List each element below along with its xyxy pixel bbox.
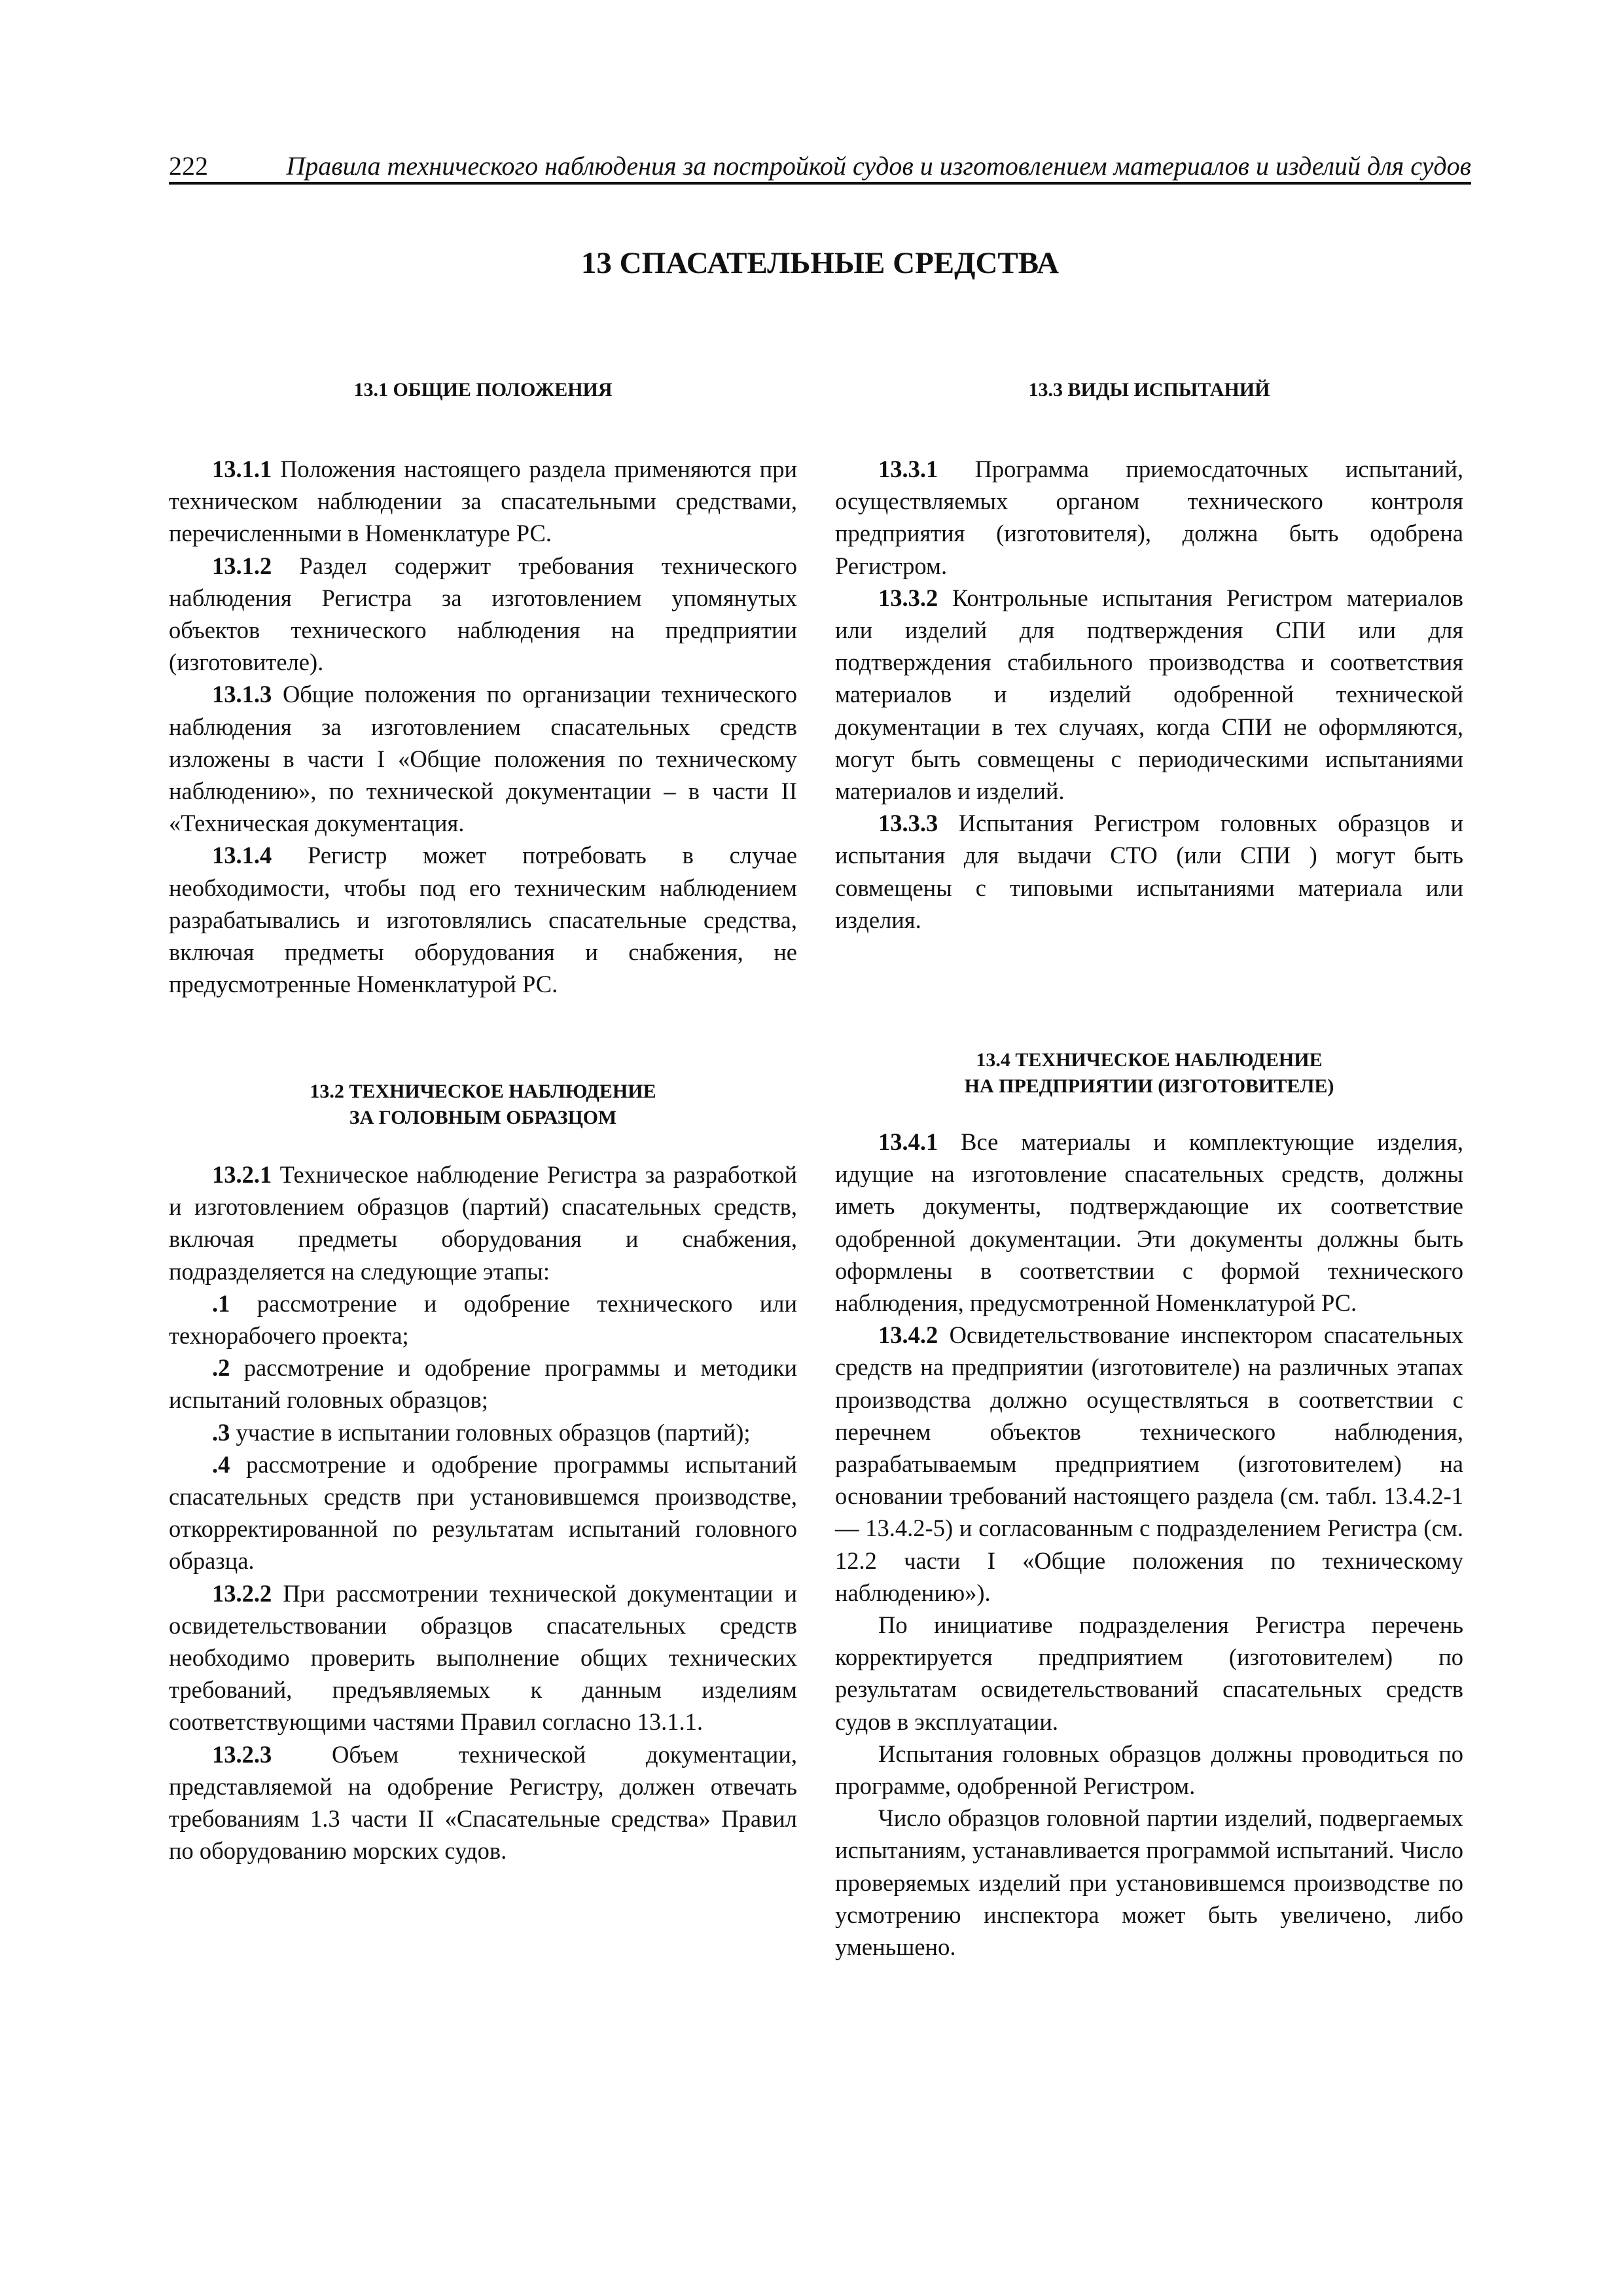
running-title: Правила технического наблюдения за постройкой судов и изготовлением материалов и изделий для судов xyxy=(286,151,1471,181)
paragraph xyxy=(835,1319,1463,1609)
paragraph-text: По инициативе подразделения Регистра перечень корректируется предприятием (изготовителем) по результатам освидетельствований спасательных средств судов в эксплуатации. xyxy=(835,1611,1463,1735)
paragraph-text: Регистр может потребовать в случае необходимости, чтобы под его техническим наблюдением разрабатывались и изготовлялись спасательные средства, включая предметы оборудования и снабжения, не предусмотренные Номенклатурой РС. xyxy=(169,842,797,998)
paragraph-text: Испытания Регистром головных образцов и испытания для выдачи СТО (или СПИ ) могут быть совмещены с типовыми испытаниями материала или изделия. xyxy=(835,810,1463,933)
list-item-text: рассмотрение и одобрение программы и методики испытаний головных образцов; xyxy=(169,1354,797,1414)
paragraph-text: Положения настоящего раздела применяются при техническом наблюдении за спасательными средствами, перечисленными в Номенклатуре РС. xyxy=(169,456,797,547)
paragraph-text: Контрольные испытания Регистром материалов или изделий для подтверждения СПИ или для подтверждения стабильного производства и соответствия материалов и изделий одобренной технической документации в тех случаях, когда СПИ не оформляются, могут быть совмещены с периодическими испытаниями материалов и изделий. xyxy=(835,584,1463,805)
paragraph xyxy=(169,678,797,839)
section-title-13-2 xyxy=(169,1079,797,1131)
section-body-13-2 xyxy=(169,1158,797,1867)
paragraph xyxy=(169,1158,797,1287)
paragraph-number: 13.4.1 xyxy=(878,1128,938,1155)
paragraph xyxy=(169,839,797,1000)
paragraph-text: Объем технической документации, представляемой на одобрение Регистру, должен отвечать требованиям 1.3 части II «Спасательные средства» Правил по оборудованию морских судов. xyxy=(169,1740,797,1865)
paragraph xyxy=(169,1577,797,1738)
list-item xyxy=(169,1448,797,1577)
paragraph-text: Раздел содержит требования технического наблюдения Регистра за изготовлением упомянутых объектов технического наблюдения на предприятии (изготовителе). xyxy=(169,552,797,676)
paragraph xyxy=(835,807,1463,936)
paragraph-text: Освидетельствование инспектором спасательных средств на предприятии (изготовителе) на различных этапах производства должно осуществляться в соответствии с перечнем объектов технического наблюдения, разрабатываемым предприятием (изготовителем) на основании требований настоящего раздела (см. табл. 13.4.2-1 — 13.4.2-5) и согласованным с подразделением Регистра (см. 12.2 части I «Общие положения по техническому наблюдению»). xyxy=(835,1321,1463,1606)
paragraph-text: Число образцов головной партии изделий, подвергаемых испытаниям, устанавливается программой испытаний. Число проверяемых изделий при установившемся производстве по усмотрению инспектора может быть увеличено, либо уменьшено. xyxy=(835,1804,1463,1961)
section-title-line: ЗА ГОЛОВНЫМ ОБРАЗЦОМ xyxy=(349,1107,617,1128)
list-item xyxy=(169,1352,797,1416)
list-item xyxy=(169,1416,797,1448)
section-title-13-3: 13.3 ВИДЫ ИСПЫТАНИЙ xyxy=(1028,379,1270,401)
paragraph xyxy=(835,1738,1463,1802)
paragraph xyxy=(169,550,797,679)
paragraph xyxy=(835,1609,1463,1738)
section-body-13-1 xyxy=(169,453,797,1000)
list-item-number: .4 xyxy=(212,1450,230,1478)
section-title-13-4 xyxy=(835,1047,1463,1100)
paragraph-text: Общие положения по организации технического наблюдения за изготовлением спасательных средств изложены в части I «Общие положения по техническому наблюдению», по технической документации – в части II «Техническая документация. xyxy=(169,681,797,837)
list-item-text: рассмотрение и одобрение программы испытаний спасательных средств при установившемся производстве, откорректированной по результатам испытаний головного образца. xyxy=(169,1450,797,1575)
paragraph xyxy=(835,1126,1463,1319)
paragraph xyxy=(835,453,1463,582)
paragraph-number: 13.2.2 xyxy=(212,1579,272,1607)
paragraph-text: Техническое наблюдение Регистра за разработкой и изготовлением образцов (партий) спасательных средств, включая предметы оборудования и снабжения, подразделяется на следующие этапы: xyxy=(169,1161,797,1285)
paragraph xyxy=(835,1802,1463,1963)
section-title-line: 13.4 ТЕХНИЧЕСКОЕ НАБЛЮДЕНИЕ xyxy=(976,1049,1323,1071)
list-item-number: .2 xyxy=(212,1354,230,1382)
paragraph-text: Программа приемосдаточных испытаний, осуществляемых органом технического контроля предприятия (изготовителя), должна быть одобрена Регистром. xyxy=(835,456,1463,579)
list-item-number: .3 xyxy=(212,1418,230,1446)
section-body-13-3 xyxy=(835,453,1463,936)
paragraph xyxy=(169,453,797,550)
list-item-number: .1 xyxy=(212,1289,230,1317)
paragraph-number: 13.3.3 xyxy=(878,810,938,837)
paragraph-text: При рассмотрении технической документации и освидетельствовании образцов спасательных средств необходимо проверить выполнение общих технических требований, предъявляемых к данным изделиям соответствующими частями Правил согласно 13.1.1. xyxy=(169,1579,797,1736)
paragraph-number: 13.1.1 xyxy=(212,456,272,482)
list-item-text: участие в испытании головных образцов (партий); xyxy=(230,1418,751,1446)
section-body-13-4 xyxy=(835,1126,1463,1963)
running-header xyxy=(169,145,1471,185)
paragraph-number: 13.3.1 xyxy=(878,456,938,482)
paragraph xyxy=(835,582,1463,807)
paragraph-number: 13.1.2 xyxy=(212,552,272,579)
page-number: 222 xyxy=(169,151,208,181)
paragraph-text: Все материалы и комплектующие изделия, идущие на изготовление спасательных средств, должны иметь документы, подтверждающие их соответствие одобренной документации. Эти документы должны быть оформлены в соответствии с формой технического наблюдения, предусмотренной Номенклатурой РС. xyxy=(835,1128,1463,1317)
list-item xyxy=(169,1287,797,1352)
paragraph-number: 13.4.2 xyxy=(878,1321,938,1349)
paragraph-text: Испытания головных образцов должны проводиться по программе, одобренной Регистром. xyxy=(835,1740,1463,1800)
paragraph-number: 13.1.3 xyxy=(212,681,272,708)
paragraph xyxy=(169,1738,797,1867)
section-title-13-1: 13.1 ОБЩИЕ ПОЛОЖЕНИЯ xyxy=(353,379,613,401)
paragraph-number: 13.2.1 xyxy=(212,1161,272,1188)
chapter-title: 13 СПАСАТЕЛЬНЫЕ СРЕДСТВА xyxy=(580,246,1060,280)
section-title-line: НА ПРЕДПРИЯТИИ (ИЗГОТОВИТЕЛЕ) xyxy=(964,1075,1334,1097)
list-item-text: рассмотрение и одобрение технического или технорабочего проекта; xyxy=(169,1289,797,1350)
section-title-line: 13.2 ТЕХНИЧЕСКОЕ НАБЛЮДЕНИЕ xyxy=(310,1081,656,1102)
paragraph-number: 13.2.3 xyxy=(212,1740,272,1768)
paragraph-number: 13.1.4 xyxy=(212,842,272,869)
paragraph-number: 13.3.2 xyxy=(878,584,938,611)
